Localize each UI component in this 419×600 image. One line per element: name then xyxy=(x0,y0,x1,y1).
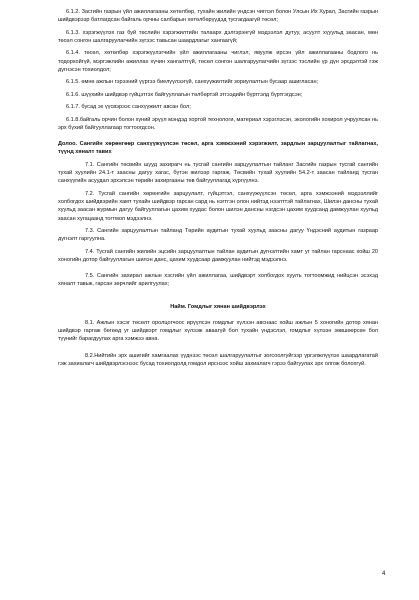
paragraph-6-1-4: 6.1.4. төсөл, хөтөлбөр хэрэгжүүлэгчийн үйл ажиллагааны чиглэл, явуулж ирсэн үйл ажиллагааны бодлого нь тодорхойгүй, мэргэжлийн ажиллах хүчин хангалтгүй, төсөл сонгон шалгаруулагчийн зүгээс тэслийн үр дүн эрсдэлтэй гэж дүгнэсэн тохиолдол; xyxy=(58,50,378,73)
paragraph-6-1-8: 6.1.8.байгаль орчин болон хүний эрүүл мэндэд хортой технологи, материал хэрэглэсэн, экологийн хохирол учруулсан нь эрх бүхий байгууллагаар тогтоогдсон. xyxy=(58,116,378,131)
paragraph-8-1: 8.1. Ажлын хэсэг төсөлт оролцогчоос ирүүлсэн гомдлыг хүлээн авснаас хойш ажлын 5 хоногийн дотор хянан шийдвэр гаргаж бөгөөд уг шийдвэрт гомдлыг хүлээж аваагүй бол тухайн үндэслэл, гомдлыг хүлээн зөвшөөрсөн бол түүнийг барагдуулах арга хэмжээ авна. xyxy=(58,319,378,343)
paragraph-6-1-7: 6.1.7. бусад эх үүсвэрээс санхүүжилт авсан бол; xyxy=(66,104,191,111)
document-body xyxy=(58,8,378,368)
section-7-heading: Долоо. Сангийн хөрөнгөөр санхүүжүүлсэн төсөл, арга хэмжээний хэрэгжилт, зардлын зарцуулалтыг тайлагнах, түүнд хяналт тавих xyxy=(58,141,378,156)
paragraph-6-1-5: 6.1.5. өмнө ажлын гэрээний үүргээ биелүүлээгүй, санхүүжилтийг зориулалтын бусаар ашигласан; xyxy=(66,79,319,86)
paragraph-6-1-2: 6.1.2. Засгийн газрын үйл ажиллагааны хөтөлбөр, тухайн жилийн үндсэн чиглэл болон Улсын Их Хурал, Засгийн газрын шийдвэрээр батлагдсан байгаль орчны салбарын хөтөлбөрүүдэд тусгагдаагүй төсөл; xyxy=(58,9,378,24)
paragraph-7-4: 7.4. Тусгай сангийн жилийн эцсийн зарцуулалтын тайлан аудитын дүгнэлтийн хамт уг тайлан гарснаас хойш 20 хоногийн дотор байгууллагын шилэн данс, цахим хуудсаар дамжуулан нийтэд мэдээлнэ. xyxy=(58,248,378,263)
paragraph-6-1-3: 6.1.3. хэрэгжүүлэх газ буй төслийн хэрэгжилтийн талаарх дэлгэрэнгүй мэдээлэл дутуу, асуулт хүуульд заасан, мөн төсөл сонгон шалгаруулагчийн зүгээс тавьсан шаардлагыг хангаагүй; xyxy=(58,29,378,44)
paragraph-7-1: 7.1. Сангийн төсвийн шууд захирагч нь тусгай сангийн зарцуулалтын тайланг Засгийн газрын тусгай сангийн тухай хуулийн 24.1-т заасны дагуу хагас, бүтэн жилээр гаргаж, Төсвийн тухай хуулийн 54.2-т заасан тайланд тусган санхүүгийн асуудал эрхэлсэн төрийн захиргааны төв байгууллагад хүргүүлнэ. xyxy=(58,161,378,185)
paragraph-7-2: 7.2. Тусгай сангийн хөрөнгийн зарцуулалт, гүйцэтгэл, санхүүжүүлсэн төсөл, арга хэмжээний мэдээллийг холбогдох шийдвэрийн хамт тухайн шийдвэр гарсан сард нь нэгтгэн олон нийтэд нээлттэй тайлагнах, Шилэн дансны тухай хуульд заасан журмын дагуу байгууллагын цахим хуудас болон шилэн дансны нэгдсэн цахим хуудсанд дамжуулан хуульд заасан хугацаанд тогтмол мэдээлнэ. xyxy=(58,190,378,222)
page-number: 4 xyxy=(382,571,386,577)
paragraph-6-1-6: 6.1.6. шүүхийн шийдвэр гүйцэтгэх байгууллагын төлбөртэй этгээдийн бүртгэлд бүртгэгдсэн; xyxy=(66,91,303,98)
paragraph-7-5: 7.5. Сангийн захирал ажлын хэсгийн үйл ажиллагаа, шийдвэрт холбогдох хуулъ тогтоомжид нийцсэн эсэхэд хяналт тавьж, гарсан зөрчлийг арилгуулах; xyxy=(58,273,378,288)
section-8-heading: Найм. Гомдлыг хянан шийдвэрлэх xyxy=(170,303,266,310)
paragraph-8-2: 8.2.Нийтийн эрх ашигийг хамгаалах үүднээс төсөл шалгаруулалтыг зогсоолгуйгээр үргэлжлүүлэх шаардлагатай гэж захиалагч шийдвэрлэснээс бусад тохиолдолд гомдол ирснээс хойш захиалагч гэрээ байгуулах эрх олгож болохгүй. xyxy=(58,352,378,367)
paragraph-7-3: 7.3. Сангийн зарцуулалтын тайланд Төрийн аудитын тухай хуульд заасны дагуу Үндэсний аудитын газраар дүгнэлт гаргуулна. xyxy=(58,227,378,243)
